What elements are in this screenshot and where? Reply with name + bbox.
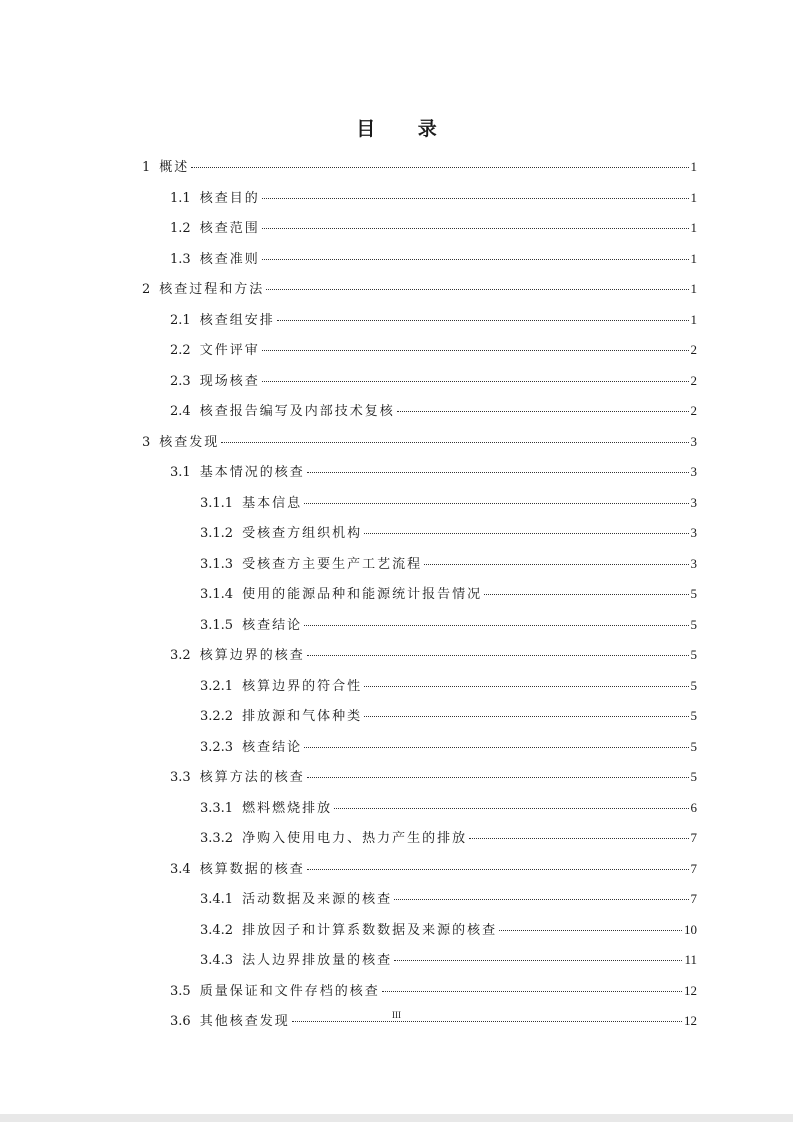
toc-entry-label: 核算方法的核查 — [199, 770, 305, 785]
toc-entry-page: 5 — [690, 708, 697, 723]
toc-entry[interactable] — [170, 461, 697, 483]
toc-entry-page: 12 — [684, 982, 697, 998]
toc-entry-number: 2.2 — [170, 343, 191, 358]
toc-entry-page: 11 — [684, 952, 697, 967]
toc-entry-label: 活动数据及来源的核查 — [242, 892, 393, 907]
toc-entry-page: 7 — [690, 830, 697, 845]
toc-entry[interactable] — [200, 797, 697, 819]
toc-title: 目 录 — [356, 118, 455, 140]
toc-dot-leader — [304, 625, 688, 626]
toc-entry-number: 3.2.2 — [200, 709, 234, 724]
toc-entry[interactable] — [170, 339, 697, 361]
toc-entry[interactable] — [170, 217, 697, 239]
toc-entry-label: 核查结论 — [242, 617, 303, 633]
toc-entry-label: 受核查方主要生产工艺流程 — [242, 556, 423, 572]
toc-entry-number: 1.3 — [170, 251, 191, 267]
toc-entry[interactable] — [200, 827, 697, 849]
toc-dot-leader — [307, 655, 689, 656]
toc-entry-page: 1 — [690, 250, 697, 266]
toc-entry[interactable] — [200, 888, 697, 910]
toc-entry-label: 核查发现 — [159, 434, 220, 450]
toc-dot-leader — [382, 991, 682, 992]
toc-entry-page: 1 — [690, 220, 697, 235]
toc-entry-number: 3.4.1 — [200, 892, 234, 907]
toc-entry-label: 核算数据的核查 — [199, 861, 305, 877]
toc-dot-leader — [394, 899, 688, 900]
toc-dot-leader — [304, 747, 688, 748]
toc-entry-label: 现场核查 — [199, 373, 260, 389]
toc-entry[interactable] — [170, 858, 697, 880]
toc-entry[interactable] — [170, 644, 697, 666]
toc-entry[interactable] — [200, 492, 697, 514]
page-number: III — [392, 1010, 401, 1020]
toc-entry-label: 使用的能源品种和能源统计报告情况 — [242, 587, 483, 602]
toc-entry-number: 3.2.1 — [200, 678, 234, 694]
toc-entry[interactable] — [200, 705, 697, 727]
toc-dot-leader — [262, 259, 689, 260]
toc-entry[interactable] — [200, 583, 697, 605]
toc-entry-label: 核查准则 — [199, 251, 260, 267]
toc-entry-label: 文件评审 — [199, 343, 260, 358]
toc-entry-page: 3 — [690, 494, 697, 510]
toc-entry[interactable] — [170, 248, 697, 270]
toc-dot-leader — [266, 289, 688, 290]
toc-dot-leader — [397, 411, 689, 412]
toc-entry-page: 3 — [690, 525, 697, 540]
toc-entry-page: 6 — [690, 799, 697, 815]
toc-entry-label: 核算边界的符合性 — [242, 678, 363, 694]
toc-dot-leader — [304, 503, 688, 504]
toc-entry[interactable] — [200, 736, 697, 758]
toc-entry-page: 1 — [690, 311, 697, 327]
toc-entry-label: 核查目的 — [199, 190, 260, 206]
toc-entry-number: 3.2 — [170, 648, 191, 663]
toc-entry-page: 2 — [690, 372, 697, 388]
toc-entry-label: 排放源和气体种类 — [242, 709, 363, 724]
toc-entry-number: 3.4.2 — [200, 922, 234, 938]
toc-entry-number: 3.1.4 — [200, 587, 234, 602]
toc-entry-number: 3.3.2 — [200, 831, 234, 846]
toc-dot-leader — [394, 960, 682, 961]
toc-entry-number: 3.1.5 — [200, 617, 234, 633]
toc-entry-label: 核查过程和方法 — [159, 282, 265, 297]
toc-dot-leader — [262, 381, 689, 382]
toc-entry-label: 核查范围 — [199, 221, 260, 236]
toc-entry-number: 3.4 — [170, 861, 191, 877]
toc-entry-page: 5 — [690, 677, 697, 693]
toc-dot-leader — [334, 808, 688, 809]
toc-entry-label: 受核查方组织机构 — [242, 526, 363, 541]
toc-dot-leader — [364, 533, 688, 534]
toc-dot-leader — [307, 472, 689, 473]
toc-entry-number: 3 — [142, 434, 151, 450]
toc-entry-label: 核查结论 — [242, 739, 303, 755]
toc-entry-page: 5 — [690, 586, 697, 601]
toc-dot-leader — [424, 564, 688, 565]
toc-entry-page: 3 — [690, 555, 697, 571]
toc-entry-number: 1.2 — [170, 221, 191, 236]
toc-dot-leader — [277, 320, 689, 321]
toc-entry-number: 2.3 — [170, 373, 191, 389]
toc-dot-leader — [262, 228, 689, 229]
toc-entry-page: 12 — [684, 1013, 697, 1028]
toc-entry-label: 概述 — [159, 160, 190, 175]
toc-entry-label: 基本情况的核查 — [199, 465, 305, 480]
toc-entry-number: 3.3.1 — [200, 800, 234, 816]
toc-entry[interactable] — [200, 675, 697, 697]
toc-dot-leader — [262, 350, 689, 351]
toc-entry[interactable] — [170, 187, 697, 209]
page-bottom-edge — [0, 1114, 793, 1122]
toc-entry-label: 核查组安排 — [199, 312, 275, 328]
toc-dot-leader — [262, 198, 689, 199]
toc-entry[interactable] — [200, 522, 697, 544]
toc-entry-number: 1.1 — [170, 190, 191, 206]
toc-entry-label: 核算边界的核查 — [199, 648, 305, 663]
toc-entry[interactable] — [200, 553, 697, 575]
toc-entry-number: 3.2.3 — [200, 739, 234, 755]
toc-entry[interactable] — [142, 156, 697, 178]
toc-entry[interactable] — [170, 309, 697, 331]
toc-entry-label: 净购入使用电力、热力产生的排放 — [242, 831, 468, 846]
toc-entry-label: 质量保证和文件存档的核查 — [199, 983, 380, 999]
toc-entry-page: 3 — [690, 433, 697, 449]
toc-dot-leader — [499, 930, 682, 931]
toc-entry-page: 2 — [690, 403, 697, 418]
toc-entry[interactable] — [170, 980, 697, 1002]
toc-entry-page: 1 — [690, 159, 697, 174]
toc-entry-number: 3.6 — [170, 1014, 191, 1029]
toc-entry-label: 燃料燃烧排放 — [242, 800, 333, 816]
toc-dot-leader — [469, 838, 688, 839]
toc-entry-number: 3.1 — [170, 465, 191, 480]
toc-entry-number: 2.1 — [170, 312, 191, 328]
toc-entry[interactable] — [142, 278, 697, 300]
toc-entry-page: 5 — [690, 769, 697, 784]
toc-dot-leader — [221, 442, 688, 443]
toc-dot-leader — [484, 594, 688, 595]
toc-entry-page: 5 — [690, 616, 697, 632]
toc-dot-leader — [364, 686, 688, 687]
toc-entry[interactable] — [170, 370, 697, 392]
toc-dot-leader — [307, 869, 689, 870]
toc-entry-page: 5 — [690, 647, 697, 662]
toc-entry-number: 1 — [142, 160, 151, 175]
toc-dot-leader — [191, 167, 688, 168]
toc-entry-page: 3 — [690, 464, 697, 479]
toc-entry-number: 3.3 — [170, 770, 191, 785]
toc-entry-number: 3.4.3 — [200, 953, 234, 968]
toc-entry[interactable] — [170, 400, 697, 422]
toc-entry-label: 基本信息 — [242, 495, 303, 511]
toc-entry[interactable] — [170, 766, 697, 788]
toc-dot-leader — [307, 777, 689, 778]
toc-entry-page: 5 — [690, 738, 697, 754]
toc-entry-label: 其他核查发现 — [199, 1014, 290, 1029]
toc-entry-page: 7 — [690, 860, 697, 876]
toc-entry-page: 1 — [690, 281, 697, 296]
toc-dot-leader — [364, 716, 688, 717]
toc-entry-number: 2.4 — [170, 404, 191, 419]
toc-entry-number: 3.1.3 — [200, 556, 234, 572]
toc-entry[interactable] — [200, 614, 697, 636]
toc-dot-leader — [292, 1021, 682, 1022]
toc-entry[interactable] — [200, 919, 697, 941]
toc-entry[interactable] — [200, 949, 697, 971]
toc-entry-page: 2 — [690, 342, 697, 357]
toc-entry-page: 7 — [690, 891, 697, 906]
toc-entry-number: 3.1.1 — [200, 495, 234, 511]
toc-entry-number: 3.1.2 — [200, 526, 234, 541]
toc-entry-number: 2 — [142, 282, 151, 297]
toc-entry-page: 10 — [684, 921, 697, 937]
toc-entry-label: 排放因子和计算系数数据及来源的核查 — [242, 922, 498, 938]
toc-entry[interactable] — [142, 431, 697, 453]
toc-entry-label: 核查报告编写及内部技术复核 — [199, 404, 395, 419]
toc-entry-label: 法人边界排放量的核查 — [242, 953, 393, 968]
toc-entry-number: 3.5 — [170, 983, 191, 999]
toc-entry-page: 1 — [690, 189, 697, 205]
